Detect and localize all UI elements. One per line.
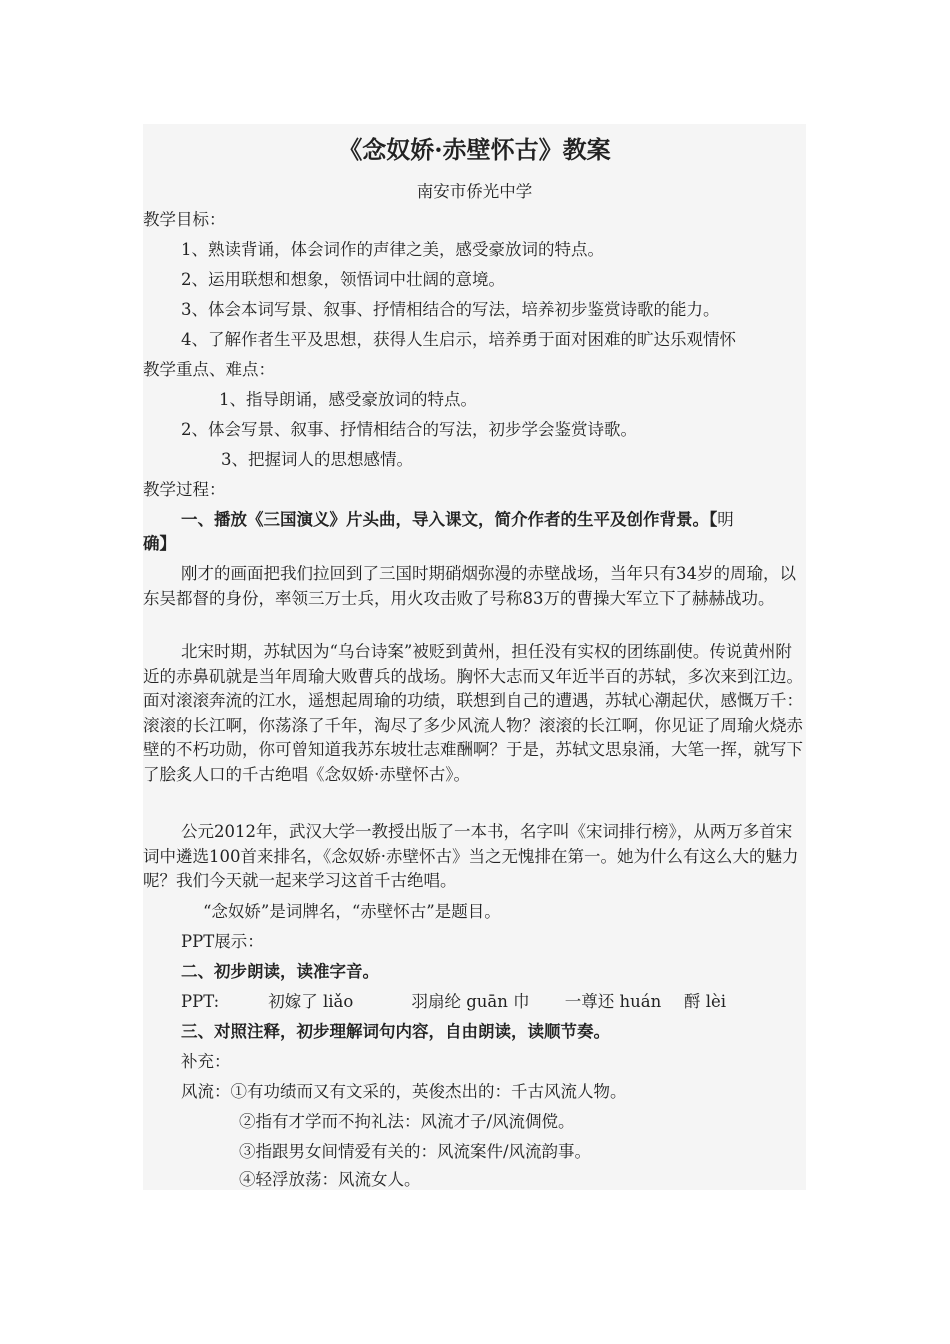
focus-heading: 教学重点、难点： (143, 360, 275, 379)
objective-item: 4、了解作者生平及思想，获得人生启示，培养勇于面对困难的旷达乐观情怀 (181, 330, 736, 349)
fengliu-meaning: ④轻浮放荡：风流女人。 (239, 1170, 421, 1189)
fengliu-meaning: ②指有才学而不拘礼法：风流才子/风流倜傥。 (239, 1112, 575, 1131)
objectives-heading: 教学目标： (143, 210, 226, 229)
ppt-show-label: PPT展示： (181, 932, 264, 951)
ppt-label: PPT: (181, 992, 220, 1011)
objective-item: 2、运用联想和想象，领悟词中壮阔的意境。 (181, 270, 505, 289)
document-page (143, 124, 806, 1190)
paragraph-sushi: 北宋时期，苏轼因为“乌台诗案”被贬到黄州，担任没有实权的团练副使。传说黄州附近的赤鼻矶就是当年周瑜大败曹兵的战场。胸怀大志而又年近半百的苏轼，多次来到江边。面对滚滚奔流的江水，遥想起周瑜的功绩，联想到自己的遭遇，苏轼心潮起伏，感慨万千：滚滚的长江啊，你荡涤了千年，淘尽了多少风流人物？滚滚的长江啊，你见证了周瑜火烧赤壁的不朽功勋，你可曾知道我苏东坡壮志难酬啊？于是，苏轼文思泉涌，大笔一挥，就写下了脍炙人口的千古绝唱《念奴娇·赤壁怀古》。 (143, 642, 803, 784)
fengliu-meaning: ③指跟男女间情爱有关的：风流案件/风流韵事。 (239, 1142, 592, 1161)
step-two: 二、初步朗读，读准字音。 (181, 962, 379, 981)
pron-item: 酹 lèi (684, 992, 727, 1011)
process-heading: 教学过程： (143, 480, 226, 499)
school-name: 南安市侨光中学 (416, 182, 533, 201)
document-title: 《念奴娇·赤壁怀古》教案 (338, 135, 611, 164)
pron-item: 羽扇纶 guān 巾 (411, 992, 530, 1011)
pron-item: 初嫁了 liǎo (268, 992, 354, 1011)
pronunciation-line (143, 990, 806, 1014)
paragraph-zhouyu: 刚才的画面把我们拉回到了三国时期硝烟弥漫的赤壁战场，当年只有34岁的周瑜，以东吴都督的身份，率领三万士兵，用火攻击败了号称83万的曹操大军立下了赫赫战功。 (143, 564, 796, 608)
step-one-bold: 一、播放《三国演义》片头曲，导入课文，简介作者的生平及创作背景。【 (181, 510, 718, 529)
focus-item: 1、指导朗诵，感受豪放词的特点。 (219, 390, 477, 409)
step-three: 三、对照注释，初步理解词句内容，自由朗读，读顺节奏。 (181, 1022, 610, 1041)
objective-item: 1、熟读背诵，体会词作的声律之美，感受豪放词的特点。 (181, 240, 604, 259)
focus-item: 2、体会写景、叙事、抒情相结合的写法，初步学会鉴赏诗歌。 (181, 420, 637, 439)
fengliu-label: 风流： (181, 1082, 231, 1101)
pron-item: 一尊还 huán (564, 992, 662, 1011)
step-one-line (143, 508, 806, 532)
step-one-tail: 明 (717, 510, 734, 529)
cipai-line: “念奴娇”是词牌名，“赤壁怀古”是题目。 (203, 902, 501, 921)
objective-item: 3、体会本词写景、叙事、抒情相结合的写法，培养初步鉴赏诗歌的能力。 (181, 300, 720, 319)
supplement-label: 补充： (181, 1052, 231, 1071)
focus-item: 3、把握词人的思想感情。 (221, 450, 413, 469)
fengliu-line (143, 1080, 806, 1104)
paragraph-ranking: 公元2012年，武汉大学一教授出版了一本书，名字叫《宋词排行榜》，从两万多首宋词中遴选100首来排名，《念奴娇·赤壁怀古》当之无愧排在第一。她为什么有这么大的魅力呢？我们今天就一起来学习这首千古绝唱。 (143, 822, 799, 890)
fengliu-meaning: ①有功绩而又有文采的，英俊杰出的：千古风流人物。 (230, 1082, 627, 1101)
step-one-line2: 确】 (143, 534, 176, 553)
